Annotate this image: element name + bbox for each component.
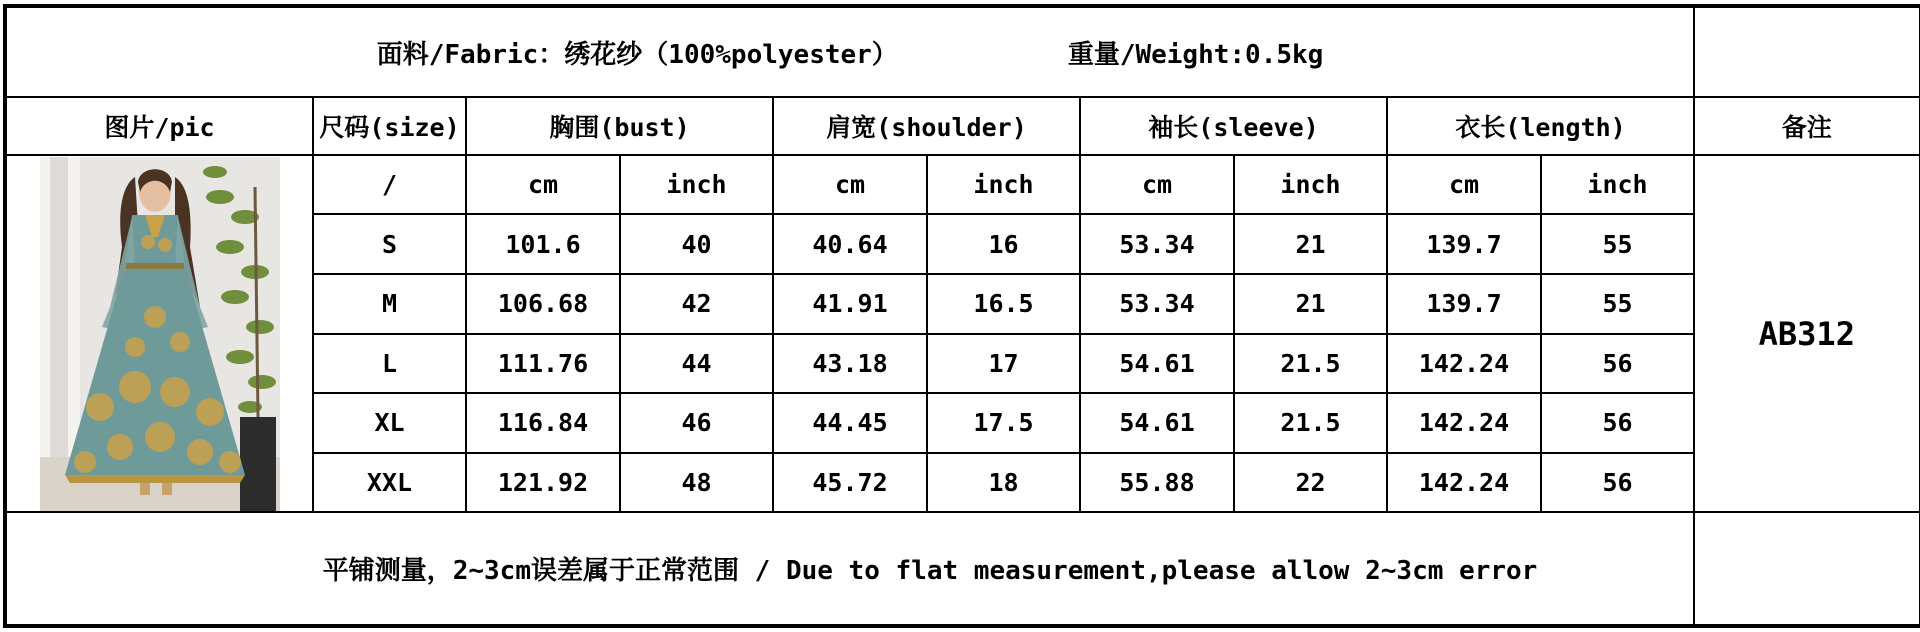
- unit-bust-inch: inch: [620, 155, 773, 215]
- size-chart-table: [3, 4, 1920, 628]
- unit-bust-cm: cm: [466, 155, 620, 215]
- col-header-sleeve: 袖长(sleeve): [1080, 97, 1387, 154]
- shoulder-cm-cell: 40.64: [773, 214, 927, 274]
- size-cell: L: [313, 334, 466, 394]
- col-header-bust: 胸围(bust): [466, 97, 773, 154]
- bust-inch-cell: 44: [620, 334, 773, 394]
- size-cell: S: [313, 214, 466, 274]
- col-header-pic: 图片/pic: [5, 97, 313, 154]
- unit-shoulder-cm: cm: [773, 155, 927, 215]
- length-cm-cell: 139.7: [1387, 214, 1541, 274]
- sleeve-inch-cell: 21.5: [1234, 334, 1387, 394]
- length-inch-cell: 56: [1541, 453, 1694, 513]
- header-row: [5, 6, 1920, 97]
- length-inch-cell: 56: [1541, 393, 1694, 453]
- dress-model-photo: [40, 157, 280, 511]
- unit-sleeve-inch: inch: [1234, 155, 1387, 215]
- sleeve-cm-cell: 55.88: [1080, 453, 1234, 513]
- size-cell: XXL: [313, 453, 466, 513]
- unit-sleeve-cm: cm: [1080, 155, 1234, 215]
- sleeve-inch-cell: 21: [1234, 214, 1387, 274]
- bust-inch-cell: 48: [620, 453, 773, 513]
- fabric-label: 面料/Fabric：绣花纱（100%polyester）: [376, 39, 898, 70]
- fabric-weight-cell: [5, 6, 1694, 97]
- shoulder-cm-cell: 43.18: [773, 334, 927, 394]
- measurement-note: 平铺测量，2~3cm误差属于正常范围 / Due to flat measurement,please allow 2~3cm error: [5, 512, 1694, 626]
- weight-label: 重量/Weight:0.5kg: [1067, 39, 1324, 70]
- bust-inch-cell: 40: [620, 214, 773, 274]
- shoulder-inch-cell: 17.5: [927, 393, 1080, 453]
- size-cell: M: [313, 274, 466, 334]
- product-photo-cell: [5, 155, 313, 513]
- unit-length-cm: cm: [1387, 155, 1541, 215]
- unit-length-inch: inch: [1541, 155, 1694, 215]
- bust-inch-cell: 42: [620, 274, 773, 334]
- unit-shoulder-inch: inch: [927, 155, 1080, 215]
- sleeve-cm-cell: 53.34: [1080, 274, 1234, 334]
- length-inch-cell: 55: [1541, 274, 1694, 334]
- shoulder-cm-cell: 44.45: [773, 393, 927, 453]
- col-header-size: 尺码(size): [313, 97, 466, 154]
- length-cm-cell: 139.7: [1387, 274, 1541, 334]
- sleeve-cm-cell: 53.34: [1080, 214, 1234, 274]
- unit-size: /: [313, 155, 466, 215]
- shoulder-cm-cell: 45.72: [773, 453, 927, 513]
- bust-cm-cell: 111.76: [466, 334, 620, 394]
- bust-cm-cell: 116.84: [466, 393, 620, 453]
- sleeve-inch-cell: 21: [1234, 274, 1387, 334]
- shoulder-cm-cell: 41.91: [773, 274, 927, 334]
- col-header-note: 备注: [1694, 97, 1920, 154]
- length-cm-cell: 142.24: [1387, 393, 1541, 453]
- bust-cm-cell: 106.68: [466, 274, 620, 334]
- shoulder-inch-cell: 18: [927, 453, 1080, 513]
- bust-cm-cell: 121.92: [466, 453, 620, 513]
- col-header-shoulder: 肩宽(shoulder): [773, 97, 1080, 154]
- sleeve-cm-cell: 54.61: [1080, 393, 1234, 453]
- footer-note-blank: [1694, 512, 1920, 626]
- bust-cm-cell: 101.6: [466, 214, 620, 274]
- sleeve-inch-cell: 21.5: [1234, 393, 1387, 453]
- note-value: AB312: [1694, 155, 1920, 513]
- shoulder-inch-cell: 17: [927, 334, 1080, 394]
- sleeve-cm-cell: 54.61: [1080, 334, 1234, 394]
- bust-inch-cell: 46: [620, 393, 773, 453]
- col-header-length: 衣长(length): [1387, 97, 1694, 154]
- footer-row: [5, 512, 1920, 626]
- length-inch-cell: 56: [1541, 334, 1694, 394]
- sleeve-inch-cell: 22: [1234, 453, 1387, 513]
- length-inch-cell: 55: [1541, 214, 1694, 274]
- shoulder-inch-cell: 16: [927, 214, 1080, 274]
- shoulder-inch-cell: 16.5: [927, 274, 1080, 334]
- column-header-row: [5, 97, 1920, 154]
- length-cm-cell: 142.24: [1387, 334, 1541, 394]
- length-cm-cell: 142.24: [1387, 453, 1541, 513]
- unit-row: [5, 155, 1920, 215]
- size-cell: XL: [313, 393, 466, 453]
- header-note-blank: [1694, 6, 1920, 97]
